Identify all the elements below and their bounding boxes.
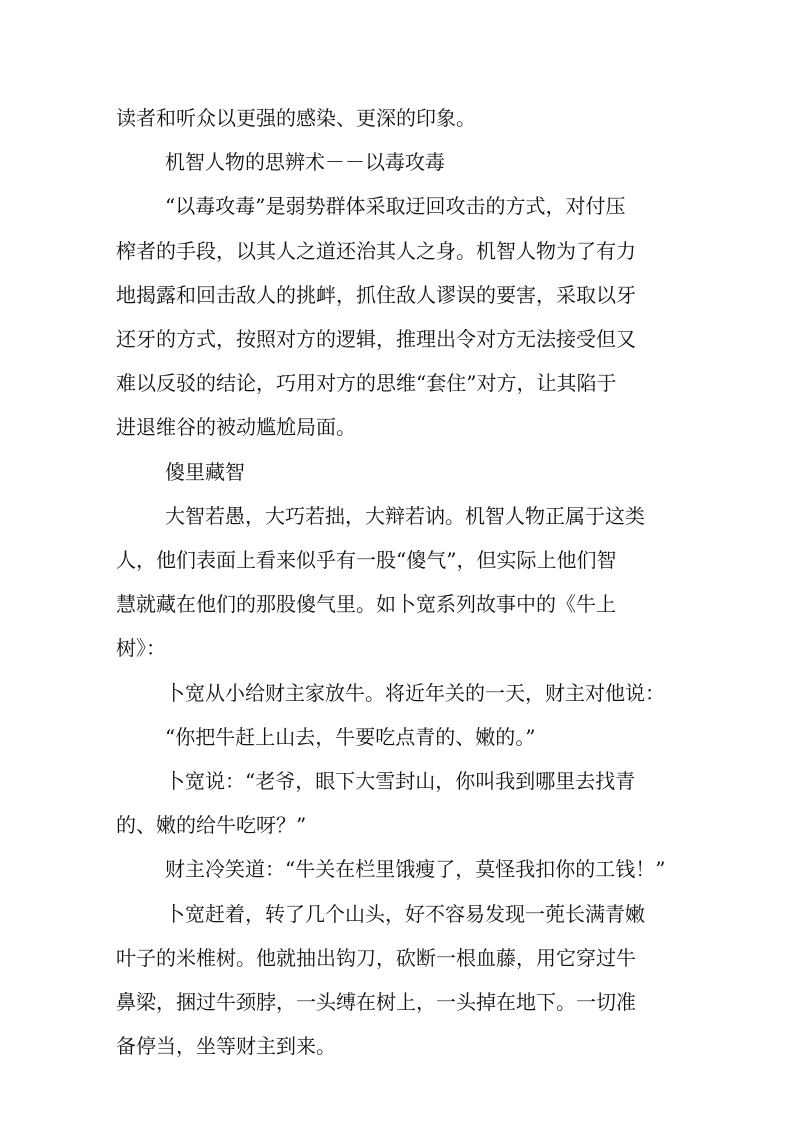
text-line: 备停当，坐等财主到来。 bbox=[116, 1034, 336, 1058]
text-line: 树》： bbox=[116, 636, 166, 660]
text-line: “你把牛赶上山去，牛要吃点青的、嫩的。” bbox=[165, 725, 536, 749]
text-line: 的、嫩的给牛吃呀？” bbox=[116, 813, 307, 837]
text-line: “以毒攻毒”是弱势群体采取迂回攻击的方式，对付压 bbox=[165, 194, 626, 218]
text-line: 卜宽说：“老爷，眼下大雪封山，你叫我到哪里去找青 bbox=[165, 769, 636, 793]
text-line: 叶子的米椎树。他就抽出钩刀，砍断一根血藤，用它穿过牛 bbox=[116, 946, 636, 970]
text-line: 还牙的方式，按照对方的逻辑，推理出令对方无法接受但又 bbox=[116, 327, 636, 351]
text-line: 大智若愚，大巧若拙，大辩若讷。机智人物正属于这类 bbox=[165, 504, 645, 528]
text-line: 鼻梁，捆过牛颈脖，一头缚在树上，一头掉在地下。一切准 bbox=[116, 990, 636, 1014]
section-heading: 傻里藏智 bbox=[165, 460, 245, 484]
text-line: 财主冷笑道：“牛关在栏里饿瘦了，莫怪我扣你的工钱！” bbox=[165, 857, 666, 881]
text-line: 难以反驳的结论，巧用对方的思维“套住”对方，让其陷于 bbox=[116, 371, 617, 395]
text-line: 进退维谷的被动尴尬局面。 bbox=[116, 415, 356, 439]
text-line: 地揭露和回击敌人的挑衅，抓住敌人谬误的要害，采取以牙 bbox=[116, 283, 636, 307]
text-line: 榨者的手段，以其人之道还治其人之身。机智人物为了有力 bbox=[116, 239, 636, 263]
text-line: 人，他们表面上看来似乎有一股“傻气”，但实际上他们智 bbox=[116, 548, 617, 572]
text-line: 读者和听众以更强的感染、更深的印象。 bbox=[116, 106, 476, 130]
text-line: 卜宽赶着，转了几个山头，好不容易发现一蔸长满青嫩 bbox=[165, 902, 645, 926]
section-heading: 机智人物的思辨术－－以毒攻毒 bbox=[165, 150, 445, 174]
text-line: 卜宽从小给财主家放牛。将近年关的一天，财主对他说： bbox=[165, 681, 665, 705]
text-line: 慧就藏在他们的那股傻气里。如卜宽系列故事中的《牛上 bbox=[116, 592, 616, 616]
